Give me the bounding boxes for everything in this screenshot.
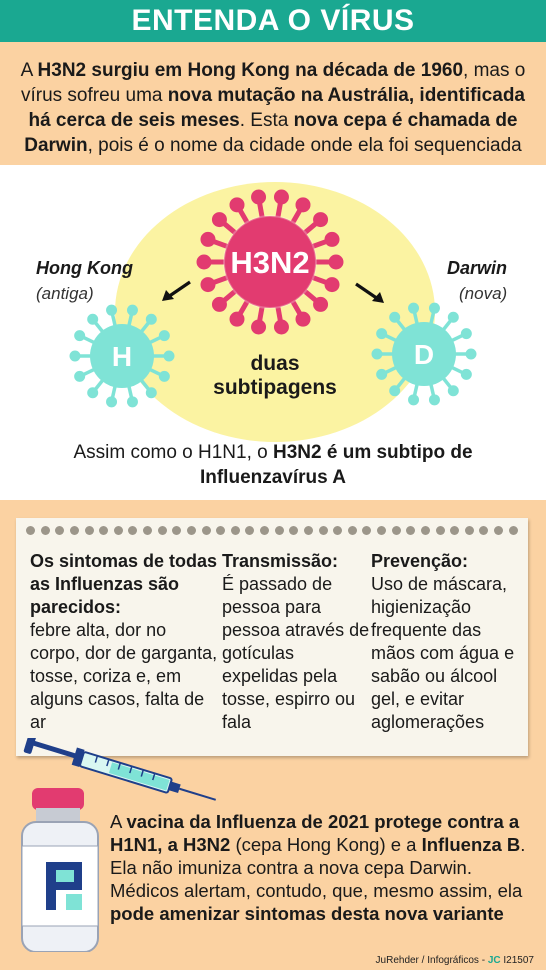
notepad-hole <box>509 526 518 535</box>
subtype-text <box>40 440 506 490</box>
notepad-hole <box>406 526 415 535</box>
notepad-hole <box>85 526 94 535</box>
transmission-title: Transmissão: <box>222 551 339 571</box>
credits-section: Infográficos - <box>427 955 486 966</box>
text-run: pode amenizar sintomas desta nova variante <box>110 903 504 924</box>
header-bar <box>0 0 546 42</box>
transmission-body: É passado de pessoa para pessoa através de gotículas expelidas pela tosse, espirro ou fala <box>222 574 370 732</box>
notepad-hole <box>202 526 211 535</box>
text-run: (cepa Hong Kong) e a <box>230 834 422 855</box>
arrow-right-icon <box>352 280 386 306</box>
notepad-hole <box>421 526 430 535</box>
notepad-hole <box>333 526 342 535</box>
notepad-hole <box>348 526 357 535</box>
transmission-column <box>222 550 372 734</box>
notepad-hole <box>26 526 35 535</box>
notepad-hole <box>377 526 386 535</box>
text-run: vacina da Influenza de 2021 protege contra a H1N1, a H3N2 <box>110 811 520 855</box>
notepad-hole <box>465 526 474 535</box>
text-run: H3N2 é um subtipo de Influenzavírus A <box>199 442 473 488</box>
notepad-hole <box>216 526 225 535</box>
notepad-hole <box>494 526 503 535</box>
vaccine-text <box>110 810 535 925</box>
notepad-hole <box>319 526 328 535</box>
notepad-hole <box>304 526 313 535</box>
notepad-hole <box>41 526 50 535</box>
darwin-sub: (nova) <box>459 284 508 303</box>
prevention-body: Uso de máscara, higienização frequente das mãos com água e sabão ou álcool gel, e evitar aglomerações <box>371 574 515 732</box>
darwin-label: Darwin <box>447 258 508 278</box>
text-run: Influenza B <box>421 834 521 855</box>
text-run: A <box>110 811 127 832</box>
intro-text <box>14 58 532 158</box>
notepad-hole <box>55 526 64 535</box>
notepad-hole <box>479 526 488 535</box>
notepad-hole <box>187 526 196 535</box>
vaccine-vial-icon <box>16 786 106 958</box>
notepad-holes <box>26 526 518 535</box>
credits-code: I21507 <box>503 955 534 966</box>
notepad-hole <box>392 526 401 535</box>
notepad-hole <box>450 526 459 535</box>
h3n2-virus-icon <box>190 182 350 342</box>
text-run: Assim como o H1N1, o <box>73 442 274 463</box>
intro-section <box>0 42 546 165</box>
notepad-hole <box>158 526 167 535</box>
text-run: . Esta <box>239 110 294 131</box>
hong-kong-letter: H <box>111 341 133 372</box>
notepad-hole <box>143 526 152 535</box>
brand-logo: JC <box>487 955 501 966</box>
text-run: H3N2 surgiu em Hong Kong na década de 1960 <box>37 60 464 81</box>
notepad-hole <box>289 526 298 535</box>
subtypes-caption-line2: subtipagens <box>213 376 337 399</box>
hong-kong-label: Hong Kong <box>36 258 133 278</box>
page-title: ENTENDA O VÍRUS <box>131 4 415 37</box>
notepad-hole <box>275 526 284 535</box>
notepad-hole <box>99 526 108 535</box>
credits-sep: / <box>421 955 425 966</box>
notepad-hole <box>436 526 445 535</box>
prevention-column <box>371 550 521 734</box>
darwin-virus-icon <box>368 298 480 410</box>
symptoms-body: febre alta, dor no corpo, dor de garganta, tosse, coriza e, em alguns casos, falta de ar <box>30 620 218 732</box>
arrow-left-icon <box>160 278 194 304</box>
hong-kong-sub: (antiga) <box>36 284 94 303</box>
credits-author: JuRehder <box>375 955 419 966</box>
text-run: nova cepa é chamada de Darwin <box>24 110 518 156</box>
h3n2-label: H3N2 <box>230 245 310 280</box>
notepad-hole <box>362 526 371 535</box>
notepad-hole <box>114 526 123 535</box>
notepad-card <box>16 518 528 756</box>
notepad-hole <box>231 526 240 535</box>
darwin-letter: D <box>413 339 435 370</box>
notepad-hole <box>245 526 254 535</box>
notepad-hole <box>260 526 269 535</box>
credits <box>376 955 534 966</box>
notepad-hole <box>128 526 137 535</box>
symptoms-title: Os sintomas de todas as Influenzas são parecidos: <box>30 551 218 617</box>
text-run: A <box>20 60 38 81</box>
text-run: nova mutação na Austrália, identificada há cerca de seis meses <box>28 85 525 131</box>
subtypes-caption-line1: duas <box>250 352 300 375</box>
text-run: , pois é o nome da cidade onde ela foi sequenciada <box>87 135 522 156</box>
notepad-hole <box>172 526 181 535</box>
text-run: , mas o vírus sofreu uma <box>20 60 526 106</box>
symptoms-column <box>30 550 220 734</box>
text-run: . Ela não imuniza contra a nova cepa Darwin. Médicos alertam, contudo, que, mesmo assim, ela <box>110 834 526 901</box>
subtypes-caption <box>200 352 350 400</box>
notepad-hole <box>70 526 79 535</box>
prevention-title: Prevenção: <box>371 551 469 571</box>
hong-kong-virus-icon <box>66 300 178 412</box>
